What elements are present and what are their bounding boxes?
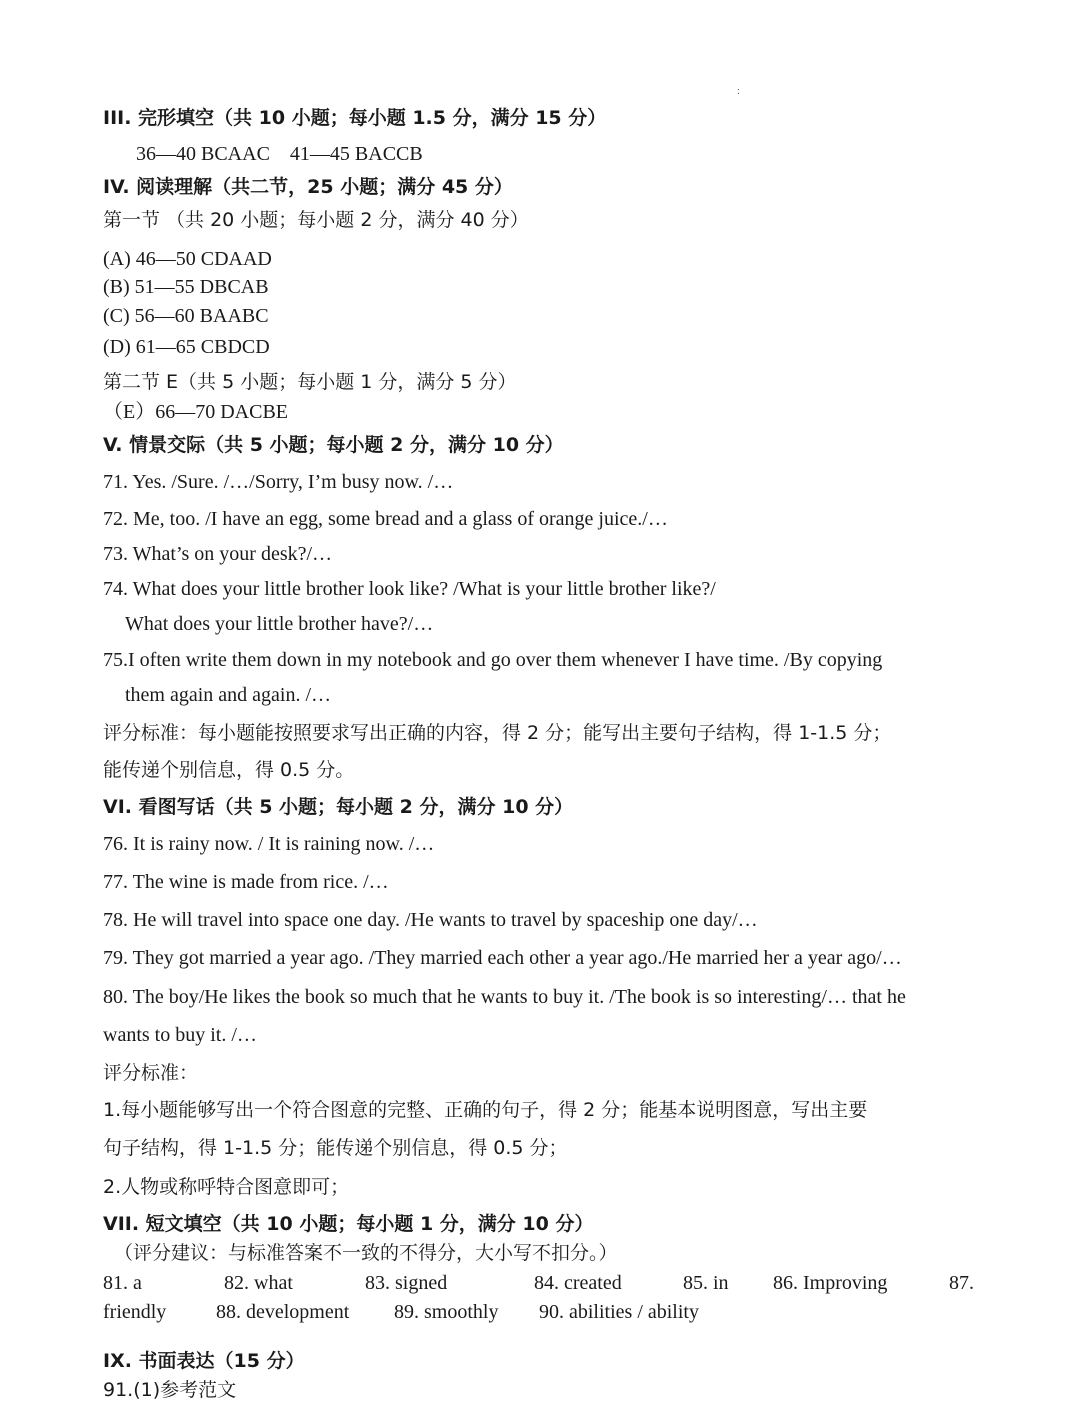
section-9-heading: IX. 书面表达（15 分） xyxy=(103,1350,305,1372)
answer-88: 88. development xyxy=(216,1301,350,1323)
answer-row-c: (C) 56—60 BAABC xyxy=(103,305,269,327)
section-6-criteria-1-cont: 句子结构，得 1-1.5 分；能传递个别信息，得 0.5 分； xyxy=(103,1137,568,1159)
answer-81: 81. a xyxy=(103,1272,142,1294)
section-3-answers: 36—40 BCAAC 41—45 BACCB xyxy=(136,143,423,165)
section-5-criteria: 评分标准：每小题能按照要求写出正确的内容，得 2 分；能写出主要句子结构，得 1-1.5 分； xyxy=(103,722,892,744)
answer-89: 89. smoothly xyxy=(394,1301,499,1323)
answer-74-cont: What does your little brother have?/… xyxy=(125,613,434,635)
section-4-part2: 第二节 E（共 5 小题；每小题 1 分，满分 5 分） xyxy=(103,371,517,393)
answer-78: 78. He will travel into space one day. /He wants to travel by spaceship one day/… xyxy=(103,909,758,931)
section-6-criteria-2: 2.人物或称呼特合图意即可； xyxy=(103,1176,350,1198)
answer-90: 90. abilities / ability xyxy=(539,1301,699,1323)
section-6-criteria-title: 评分标准： xyxy=(103,1062,199,1084)
answer-80: 80. The boy/He likes the book so much that he wants to buy it. /The book is so interesting/… that he xyxy=(103,986,906,1008)
answer-83: 83. signed xyxy=(365,1272,448,1294)
section-5-heading: V. 情景交际（共 5 小题；每小题 2 分，满分 10 分） xyxy=(103,434,564,456)
section-3-heading: III. 完形填空（共 10 小题；每小题 1.5 分，满分 15 分） xyxy=(103,107,607,129)
answer-84: 84. created xyxy=(534,1272,622,1294)
answer-87-value: friendly xyxy=(103,1301,167,1323)
answer-76: 76. It is rainy now. / It is raining now. /… xyxy=(103,833,435,855)
section-6-criteria-1: 1.每小题能够写出一个符合图意的完整、正确的句子，得 2 分；能基本说明图意，写出主要 xyxy=(103,1099,868,1121)
answer-74: 74. What does your little brother look like? /What is your little brother like?/ xyxy=(103,578,716,600)
answer-87: 87. xyxy=(949,1272,974,1294)
answer-80-cont: wants to buy it. /… xyxy=(103,1024,257,1046)
section-4-heading: IV. 阅读理解（共二节，25 小题；满分 45 分） xyxy=(103,176,513,198)
answer-75-cont: them again and again. /… xyxy=(125,684,332,706)
answer-79: 79. They got married a year ago. /They married each other a year ago./He married her a year ago/… xyxy=(103,947,902,969)
answer-73: 73. What’s on your desk?/… xyxy=(103,543,333,565)
answer-row-a: (A) 46—50 CDAAD xyxy=(103,248,272,270)
stray-mark: : xyxy=(737,86,740,97)
answer-86: 86. Improving xyxy=(773,1272,888,1294)
answer-82: 82. what xyxy=(224,1272,293,1294)
section-7-note: （评分建议：与标准答案不一致的不得分，大小写不扣分。） xyxy=(114,1242,618,1264)
answer-85: 85. in xyxy=(683,1272,729,1294)
answer-71: 71. Yes. /Sure. /…/Sorry, I’m busy now. /… xyxy=(103,471,454,493)
answer-72: 72. Me, too. /I have an egg, some bread and a glass of orange juice./… xyxy=(103,508,668,530)
answer-row-e: （E）66—70 DACBE xyxy=(103,401,288,423)
section-9-sub: 91.(1)参考范文 xyxy=(103,1379,237,1401)
section-5-criteria-cont: 能传递个别信息，得 0.5 分。 xyxy=(103,759,355,781)
section-4-part1: 第一节 （共 20 小题；每小题 2 分，满分 40 分） xyxy=(103,209,529,231)
answer-row-b: (B) 51—55 DBCAB xyxy=(103,276,269,298)
section-6-heading: VI. 看图写话（共 5 小题；每小题 2 分，满分 10 分） xyxy=(103,796,574,818)
answer-row-d: (D) 61—65 CBDCD xyxy=(103,336,270,358)
answer-77: 77. The wine is made from rice. /… xyxy=(103,871,389,893)
answer-75: 75.I often write them down in my notebook and go over them whenever I have time. /By copying xyxy=(103,649,883,671)
section-7-heading: VII. 短文填空（共 10 小题；每小题 1 分，满分 10 分） xyxy=(103,1213,594,1235)
